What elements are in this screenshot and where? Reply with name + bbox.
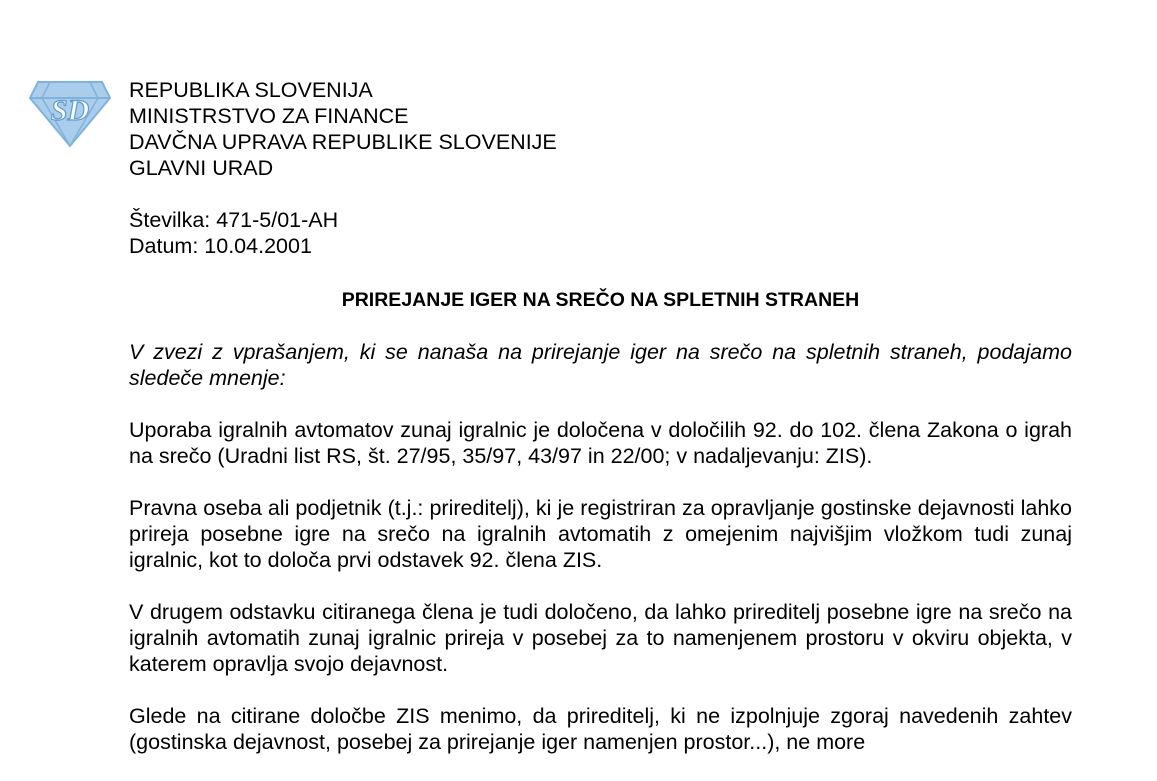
body-paragraph: V drugem odstavku citiranega člena je tudi določeno, da lahko prireditelj posebne igre na srečo na igralnih avtomatih zunaj igralnic prireja v posebej za to namenjenem prostoru v okviru objekta, v katerem opravlja svojo dejavnost. [129,600,1072,676]
letterhead-tax-administration: DAVČNA UPRAVA REPUBLIKE SLOVENIJE [129,130,557,154]
letterhead-ministry: MINISTRSTVO ZA FINANCE [129,104,409,128]
letterhead [129,77,557,181]
intro-paragraph: V zvezi z vprašanjem, ki se nanaša na prirejanje iger na srečo na spletnih straneh, podajamo sledeče mnenje: [129,340,1072,390]
document-date [129,233,338,259]
document-date-label: Datum: [129,234,199,258]
davcna-uprava-logo [28,78,112,150]
document-meta [129,207,338,259]
document-title: PRIREJANJE IGER NA SREČO NA SPLETNIH STRANEH [341,289,860,311]
document-number-label: Številka: [129,208,211,232]
body-paragraph: Pravna oseba ali podjetnik (t.j.: prireditelj), ki je registriran za opravljanje gostinske dejavnosti lahko prireja posebne igre na srečo na igralnih avtomatih z omejenim najvišjim vložkom tudi zunaj igralnic, kot to določa prvi odstavek 92. člena ZIS. [129,496,1072,572]
document-body [129,339,1072,781]
document-number [129,207,338,233]
svg-text:SD: SD [50,94,90,127]
body-paragraph: Uporaba igralnih avtomatov zunaj igralnic je določena v določilih 92. do 102. člena Zakona o igrah na srečo (Uradni list RS, št. 27/95, 35/97, 43/97 in 22/00; v nadaljevanju: ZIS). [129,418,1072,468]
document-date-value: 10.04.2001 [204,234,312,258]
letterhead-country: REPUBLIKA SLOVENIJA [129,78,373,102]
body-paragraph: Glede na citirane določbe ZIS menimo, da prireditelj, ki ne izpolnjuje zgoraj navedenih zahtev (gostinska dejavnost, posebej za prirejanje iger namenjen prostor...), ne more [129,704,1072,754]
document-number-value: 471-5/01-AH [216,208,339,232]
letterhead-office: GLAVNI URAD [129,156,274,180]
